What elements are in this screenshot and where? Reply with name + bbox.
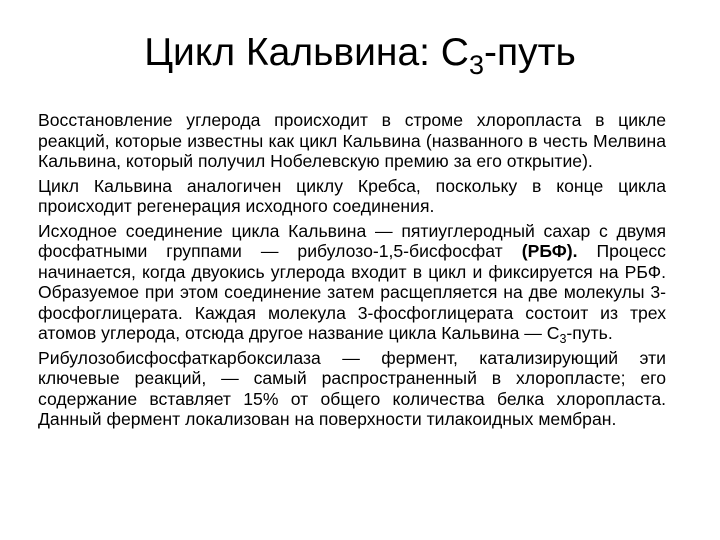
paragraph-1: Восстановление углерода происходит в строме хлоропласта в цикле реакций, которые известны как цикл Кальвина (названного в честь Мелвина Кальвина, который получил Нобелевскую премию за его открытие). bbox=[38, 110, 666, 171]
paragraph-3-end: -путь. bbox=[566, 323, 613, 343]
paragraph-3-part-1: Исходное соединение цикла Кальвина — пятиуглеродный сахар с двумя фосфатными группами — рибулозо-1,5-бисфосфат bbox=[38, 220, 666, 261]
paragraph-3 bbox=[38, 221, 666, 344]
paragraph-2: Цикл Кальвина аналогичен циклу Кребса, поскольку в конце цикла происходит регенерация исходного соединения. bbox=[38, 175, 666, 216]
slide-title bbox=[0, 30, 720, 80]
title-text-before: Цикл Кальвина: С bbox=[144, 31, 469, 74]
paragraph-3-bold-abbreviation: (РБФ). bbox=[521, 241, 578, 261]
title-subscript: 3 bbox=[468, 50, 484, 80]
paragraph-3-part-2: Процесс начинается, когда двуокись углерода входит в цикл и фиксируется на РБФ. Образуемое при этом соединение затем расщепляется на две молекулы 3-фосфоглицерата. Каждая молекула 3-фосфоглицерата состоит из трех атомов углерода, отсюда другое название цикла Кальвина — С bbox=[38, 241, 666, 343]
slide-body bbox=[38, 110, 666, 434]
paragraph-4: Рибулозобисфосфаткарбоксилаза — фермент, катализирующий эти ключевые реакций, — самый распространенный в хлоропласте; его содержание вставляет 15% от общего количества белка хлоропласта. Данный фермент локализован на поверхности тилакоидных мембран. bbox=[38, 347, 666, 429]
title-text-after: -путь bbox=[484, 31, 576, 74]
paragraph-3-subscript: 3 bbox=[559, 332, 567, 346]
